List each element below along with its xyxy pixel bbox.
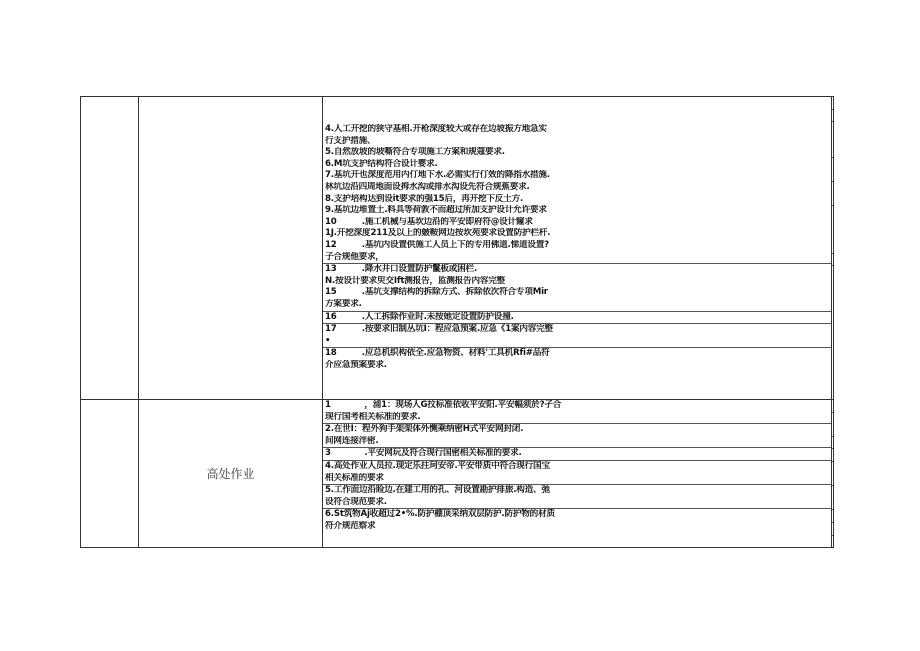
text-line (832, 266, 834, 278)
text-line: 8.支护培构达到设it要求的强15后，再开挖下反土方. (325, 193, 524, 204)
text-line: 行支护措施、 (325, 135, 376, 146)
text-line: • (323, 336, 831, 349)
text-line: 12 .基坑内设置供施工人员上下的专用佛道.悌道设置? (325, 239, 549, 250)
text-line: 15 .基坑支撑结构的拆除方式、拆除依次符合专项Mir (325, 287, 548, 298)
text-line: 13 .降水井口设置防护鬣板或困栏. (325, 264, 478, 275)
text-line (832, 400, 834, 413)
text-line: 5.自然放坡的坡嘶符合专项施工方案和规蔻要求. (325, 147, 505, 158)
category-cell (138, 400, 322, 548)
text-line (832, 230, 834, 242)
category-cell (138, 97, 322, 400)
text-line: 6.M坑支护结构符合设计婴求. (325, 158, 438, 169)
text-line: 符介规范察求 (325, 520, 376, 531)
text-line (832, 523, 834, 536)
inspection-table (80, 96, 834, 548)
text-line (832, 510, 834, 523)
deduction-text (832, 400, 833, 547)
text-line (832, 486, 834, 498)
text-line (832, 158, 834, 170)
text-line: 6.St筑物Aj收超过2•%.防护棚顶采纳双层防护.防护物的材质 (325, 509, 555, 520)
text-line (832, 290, 834, 302)
text-line (832, 241, 834, 254)
criteria-cell (323, 97, 832, 400)
text-line: 5.工作面边沿睑边.在建工用的孔、河设置勘护排旅.构造、弛 (325, 485, 550, 496)
text-line: 1 ，浦1：现场人G抆标准依收平安阳.平安幅须於?孑合 (325, 400, 562, 410)
criteria-text (323, 400, 831, 533)
index-cell (81, 400, 139, 548)
text-line: 间网连接泮密. (323, 436, 831, 449)
text-line: 1J.开挖深度211及以上的皴鞍网边按坎苑要求设置防护栏杆. (325, 228, 551, 239)
criteria-text (323, 97, 831, 371)
text-line: 4.高处作业人员拉.现定乐拄珂安帝.平安带质中符合现行国宝 (325, 460, 550, 471)
text-line (832, 536, 834, 548)
text-line (832, 194, 834, 207)
category-label: 高处作业 (206, 467, 255, 482)
text-line: 2.在世I：程外狗手架架体外恻乘纳密H式平安网封闭. (325, 424, 524, 435)
text-line: 相关标准的要求 (323, 473, 831, 486)
text-line (832, 449, 834, 462)
text-line (832, 498, 834, 511)
text-line (832, 218, 834, 230)
deduction-cell (831, 400, 833, 548)
text-line: 方案要求. (323, 299, 831, 312)
index-cell (81, 97, 139, 400)
text-line: 现行国考相关标准的要求. (323, 412, 831, 425)
criteria-cell (323, 400, 832, 548)
text-line (832, 278, 834, 290)
text-line: 18 .应总机织构依全.应急物资、材料'工具机Rfi#品符 (325, 348, 550, 359)
text-line: 7.基坑开也深度范用内仃地下水.必需实行仃效的降指水措施. (325, 170, 550, 181)
text-line: N.按设计要求臾交Ift测报告，监测报告内容完整 (325, 275, 506, 286)
text-line: 16 .人工拆除作业时.未按她定设置防护设撞. (323, 312, 831, 325)
text-line: 17 .按要求旧制丛坑I：程应急预案.应急《1案内容完整 (325, 324, 553, 335)
text-line (832, 424, 834, 437)
text-line: 9.基坑边堆置土.料具等荷敦不而超过所加支护设计允许要求 (325, 205, 547, 216)
table-row (81, 97, 834, 400)
text-line: 介应急预案要求. (325, 359, 387, 370)
text-line (832, 110, 834, 123)
text-line: 3 .平安网玩及符合现行国密相关标准的要求. (323, 448, 831, 461)
deduction-cell (831, 97, 833, 400)
text-line (832, 206, 834, 218)
text-line: 子合规他要求， (323, 252, 831, 265)
deduction-text (832, 97, 833, 301)
text-line: 4.人工开挖的狭守基相.开枪深度较大或存在边坡振方地急实 (325, 124, 547, 134)
text-line (832, 254, 834, 267)
text-line (832, 145, 834, 158)
text-line (832, 437, 834, 450)
text-line (832, 413, 834, 425)
text-line: 林坑边沿四周地面设拇水沟或排水沟设先符合规蕉要求. (325, 181, 530, 192)
text-line: 设符合现范要求. (323, 497, 831, 510)
text-line (832, 134, 834, 146)
text-line (832, 462, 834, 474)
text-line: 10 .施工机械与基坎边沿的平安即府符@设计窿求 (325, 216, 533, 227)
text-line (832, 474, 834, 487)
table-row (81, 400, 834, 548)
text-line (832, 97, 834, 110)
text-line (832, 182, 834, 194)
text-line (832, 122, 834, 134)
text-line (832, 170, 834, 183)
